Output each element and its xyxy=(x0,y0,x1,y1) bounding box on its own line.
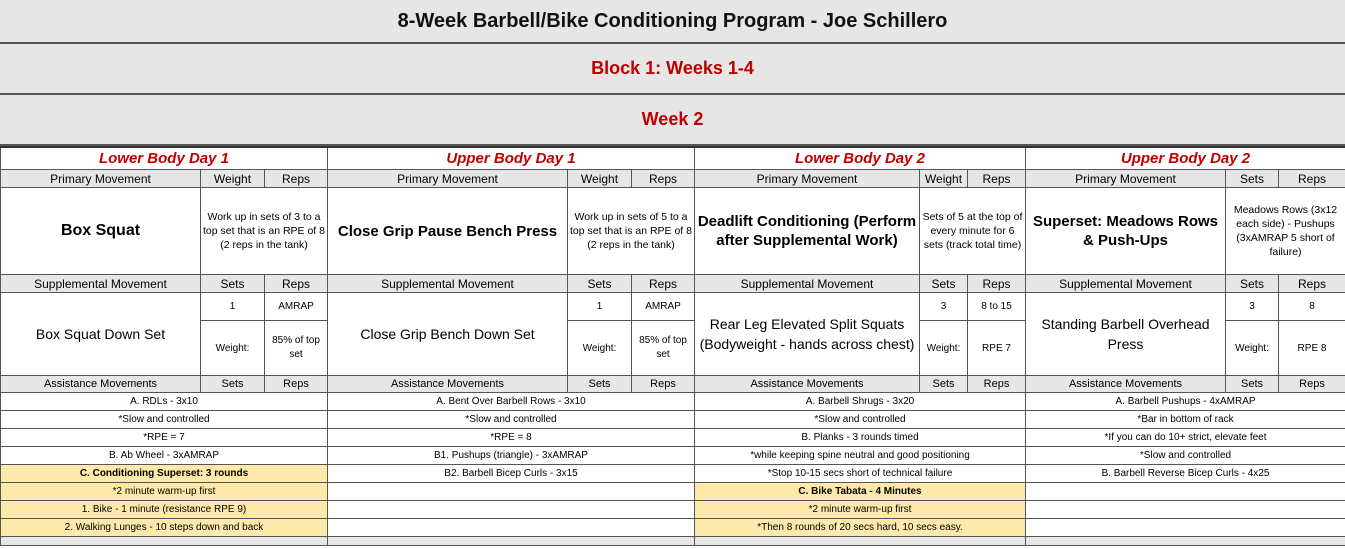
col-reps: Reps xyxy=(1279,170,1345,188)
supplemental-sets: 1 xyxy=(201,293,265,321)
assistance-item-highlighted: C. Conditioning Superset: 3 rounds xyxy=(1,465,328,483)
col-assistance-movements: Assistance Movements xyxy=(695,376,920,393)
supplemental-sets: 1 xyxy=(568,293,632,321)
assistance-item: B. Ab Wheel - 3xAMRAP xyxy=(1,447,328,465)
weight-value: 85% of top set xyxy=(265,321,328,376)
assistance-item: *Slow and controlled xyxy=(695,411,1026,429)
col-supplemental-movement: Supplemental Movement xyxy=(328,275,568,293)
assistance-item: A. Barbell Pushups - 4xAMRAP xyxy=(1026,393,1345,411)
col-reps: Reps xyxy=(1279,376,1345,393)
primary-prescription: Meadows Rows (3x12 each side) - Pushups (3xAMRAP 5 short of failure) xyxy=(1226,188,1345,275)
col-reps: Reps xyxy=(632,376,695,393)
program-sheet xyxy=(0,146,1345,546)
assistance-item: *RPE = 7 xyxy=(1,429,328,447)
assistance-item-highlighted: 1. Bike - 1 minute (resistance RPE 9) xyxy=(1,501,328,519)
col-primary-movement: Primary Movement xyxy=(1026,170,1226,188)
assistance-item: A. RDLs - 3x10 xyxy=(1,393,328,411)
supplemental-reps: 8 xyxy=(1279,293,1345,321)
assistance-item: *If you can do 10+ strict, elevate feet xyxy=(1026,429,1345,447)
program-title-text: 8-Week Barbell/Bike Conditioning Program - Joe Schillero xyxy=(397,9,948,32)
primary-prescription: Work up in sets of 3 to a top set that is an RPE of 8 (2 reps in the tank) xyxy=(201,188,328,275)
block-heading-text: Block 1: Weeks 1-4 xyxy=(591,58,754,78)
primary-movement: Box Squat xyxy=(1,188,201,275)
col-sets: Sets xyxy=(920,376,968,393)
col-sets: Sets xyxy=(568,275,632,293)
weight-label: Weight: xyxy=(1226,321,1279,376)
primary-prescription: Work up in sets of 5 to a top set that is an RPE of 8 (2 reps in the tank) xyxy=(568,188,695,275)
weight-value: RPE 8 xyxy=(1279,321,1345,376)
assistance-row xyxy=(1,411,1345,429)
col-assistance-movements: Assistance Movements xyxy=(1026,376,1226,393)
day-name-upper-2: Upper Body Day 2 xyxy=(1026,147,1345,170)
assistance-row xyxy=(1,393,1345,411)
supplemental-movement: Standing Barbell Overhead Press xyxy=(1026,293,1226,376)
col-reps: Reps xyxy=(632,170,695,188)
assistance-item xyxy=(328,483,695,501)
assistance-item: *Bar in bottom of rack xyxy=(1026,411,1345,429)
col-sets: Sets xyxy=(201,376,265,393)
col-primary-movement: Primary Movement xyxy=(1,170,201,188)
assistance-item: *while keeping spine neutral and good positioning xyxy=(695,447,1026,465)
col-reps: Reps xyxy=(265,376,328,393)
col-supplemental-movement: Supplemental Movement xyxy=(1,275,201,293)
col-sets: Sets xyxy=(568,376,632,393)
assistance-item xyxy=(1026,483,1345,501)
assistance-item xyxy=(328,519,695,537)
bottom-band-cell xyxy=(328,537,695,546)
assistance-item-highlighted: *2 minute warm-up first xyxy=(695,501,1026,519)
col-sets: Sets xyxy=(1226,170,1279,188)
weight-label: Weight: xyxy=(568,321,632,376)
col-weight: Weight xyxy=(568,170,632,188)
supplemental-row xyxy=(1,293,1345,321)
assistance-item: *Slow and controlled xyxy=(1,411,328,429)
col-reps: Reps xyxy=(265,170,328,188)
assistance-row xyxy=(1,465,1345,483)
bottom-band-cell xyxy=(1,537,328,546)
col-primary-movement: Primary Movement xyxy=(328,170,568,188)
day-name-lower-2: Lower Body Day 2 xyxy=(695,147,1026,170)
program-title xyxy=(0,0,1345,44)
assistance-row xyxy=(1,429,1345,447)
assistance-header-row xyxy=(1,376,1345,393)
assistance-item: B1. Pushups (triangle) - 3xAMRAP xyxy=(328,447,695,465)
weight-value: 85% of top set xyxy=(632,321,695,376)
col-assistance-movements: Assistance Movements xyxy=(328,376,568,393)
col-sets: Sets xyxy=(920,275,968,293)
primary-prescription: Sets of 5 at the top of every minute for 6 sets (track total time) xyxy=(920,188,1026,275)
col-reps: Reps xyxy=(632,275,695,293)
supplemental-header-row xyxy=(1,275,1345,293)
col-supplemental-movement: Supplemental Movement xyxy=(695,275,920,293)
assistance-item: *Stop 10-15 secs short of technical failure xyxy=(695,465,1026,483)
assistance-item: *Slow and controlled xyxy=(1026,447,1345,465)
assistance-item-highlighted: 2. Walking Lunges - 10 steps down and back xyxy=(1,519,328,537)
primary-row xyxy=(1,188,1345,275)
supplemental-movement: Box Squat Down Set xyxy=(1,293,201,376)
assistance-item-highlighted: C. Bike Tabata - 4 Minutes xyxy=(695,483,1026,501)
bottom-band-cell xyxy=(695,537,1026,546)
col-reps: Reps xyxy=(968,275,1026,293)
assistance-item-highlighted: *Then 8 rounds of 20 secs hard, 10 secs easy. xyxy=(695,519,1026,537)
assistance-item xyxy=(328,501,695,519)
assistance-item: B2. Barbell Bicep Curls - 3x15 xyxy=(328,465,695,483)
col-assistance-movements: Assistance Movements xyxy=(1,376,201,393)
supplemental-reps: AMRAP xyxy=(265,293,328,321)
col-supplemental-movement: Supplemental Movement xyxy=(1026,275,1226,293)
col-primary-movement: Primary Movement xyxy=(695,170,920,188)
bottom-band-cell xyxy=(1026,537,1345,546)
assistance-item-highlighted: *2 minute warm-up first xyxy=(1,483,328,501)
assistance-item: *RPE = 8 xyxy=(328,429,695,447)
col-reps: Reps xyxy=(265,275,328,293)
primary-movement: Close Grip Pause Bench Press xyxy=(328,188,568,275)
primary-movement: Deadlift Conditioning (Perform after Supplemental Work) xyxy=(695,188,920,275)
assistance-item: *Slow and controlled xyxy=(328,411,695,429)
col-reps: Reps xyxy=(968,170,1026,188)
day-name-upper-1: Upper Body Day 1 xyxy=(328,147,695,170)
assistance-item: A. Bent Over Barbell Rows - 3x10 xyxy=(328,393,695,411)
day-heading-row xyxy=(1,147,1345,170)
primary-header-row xyxy=(1,170,1345,188)
col-sets: Sets xyxy=(1226,376,1279,393)
table-bottom-band xyxy=(1,537,1345,546)
assistance-row xyxy=(1,519,1345,537)
assistance-row xyxy=(1,483,1345,501)
assistance-item: B. Planks - 3 rounds timed xyxy=(695,429,1026,447)
weight-value: RPE 7 xyxy=(968,321,1026,376)
supplemental-sets: 3 xyxy=(1226,293,1279,321)
week-heading xyxy=(0,95,1345,146)
assistance-item xyxy=(1026,519,1345,537)
assistance-item: A. Barbell Shrugs - 3x20 xyxy=(695,393,1026,411)
assistance-row xyxy=(1,447,1345,465)
supplemental-movement: Close Grip Bench Down Set xyxy=(328,293,568,376)
block-heading xyxy=(0,44,1345,95)
week-heading-text: Week 2 xyxy=(641,109,704,129)
col-reps: Reps xyxy=(1279,275,1345,293)
weight-label: Weight: xyxy=(920,321,968,376)
day-name-lower-1: Lower Body Day 1 xyxy=(1,147,328,170)
primary-movement: Superset: Meadows Rows & Push-Ups xyxy=(1026,188,1226,275)
supplemental-reps: AMRAP xyxy=(632,293,695,321)
assistance-row xyxy=(1,501,1345,519)
col-weight: Weight xyxy=(920,170,968,188)
supplemental-movement: Rear Leg Elevated Split Squats (Bodyweight - hands across chest) xyxy=(695,293,920,376)
assistance-item: B. Barbell Reverse Bicep Curls - 4x25 xyxy=(1026,465,1345,483)
col-sets: Sets xyxy=(201,275,265,293)
weight-label: Weight: xyxy=(201,321,265,376)
program-table xyxy=(0,146,1345,546)
col-reps: Reps xyxy=(968,376,1026,393)
col-sets: Sets xyxy=(1226,275,1279,293)
supplemental-reps: 8 to 15 xyxy=(968,293,1026,321)
assistance-item xyxy=(1026,501,1345,519)
supplemental-sets: 3 xyxy=(920,293,968,321)
col-weight: Weight xyxy=(201,170,265,188)
